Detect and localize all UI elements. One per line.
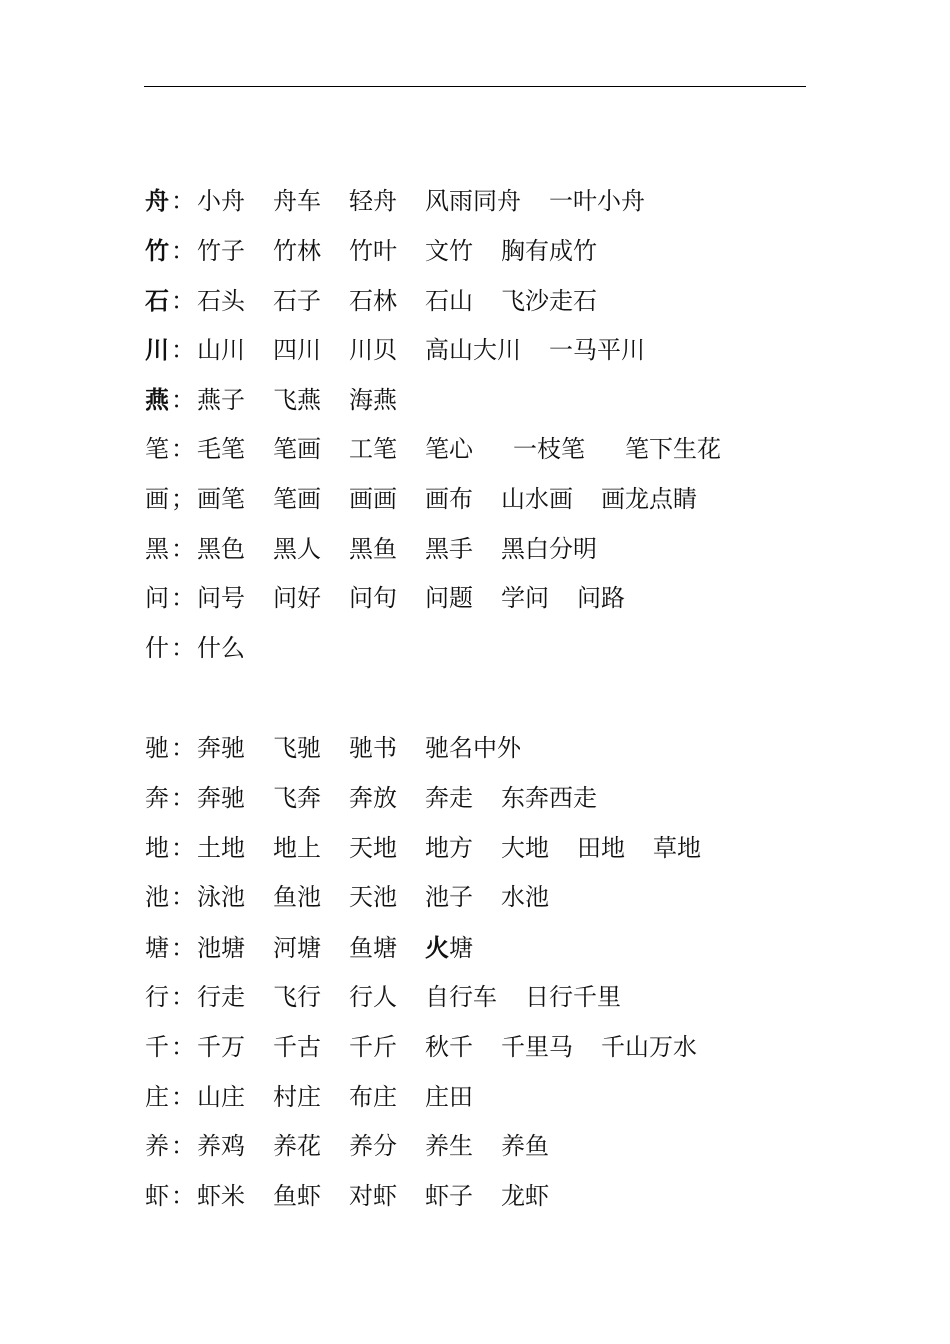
entry-word: 龙虾	[501, 1182, 549, 1211]
entry-character: 庄	[145, 1082, 169, 1111]
entry-word: 竹叶	[349, 236, 397, 265]
entry-word: 石头	[197, 286, 245, 315]
entry-word: 毛笔	[197, 434, 245, 463]
entry-word: 四川	[273, 336, 321, 365]
entry-word: 海燕	[349, 386, 397, 415]
entry-word: 池子	[425, 883, 473, 912]
entry-word: 竹林	[273, 236, 321, 265]
entry-word: 奔驰	[197, 783, 245, 812]
entry-separator: ：	[171, 783, 195, 812]
entry-word: 村庄	[273, 1082, 321, 1111]
entry-word: 川贝	[349, 336, 397, 365]
entry-line	[145, 873, 729, 923]
entry-word: 东奔西走	[501, 783, 597, 812]
entry-word: 高山大川	[425, 336, 521, 365]
entry-separator: ：	[171, 934, 195, 963]
entry-line	[145, 1172, 729, 1222]
entry-word: 黑人	[273, 534, 321, 563]
entry-character: 地	[145, 833, 169, 862]
entry-line	[145, 923, 729, 973]
entry-word: 笔画	[273, 434, 321, 463]
entry-word: 自行车	[425, 982, 497, 1011]
entry-word: 画画	[349, 484, 397, 513]
entry-line	[145, 176, 749, 226]
entry-line	[145, 724, 729, 774]
entry-word: 秋千	[425, 1032, 473, 1061]
entry-word: 地上	[273, 833, 321, 862]
entry-word: 燕子	[197, 386, 245, 415]
entry-word: 千里马	[501, 1032, 573, 1061]
entry-word: 天池	[349, 883, 397, 912]
entry-word: 轻舟	[349, 187, 397, 215]
entry-separator: ；	[171, 484, 195, 513]
entry-word: 小舟	[197, 187, 245, 215]
entry-character: 养	[145, 1132, 169, 1161]
entry-separator: ：	[171, 1082, 195, 1111]
entry-word: 地方	[425, 833, 473, 862]
entry-word: 布庄	[349, 1082, 397, 1111]
entry-line	[145, 1122, 729, 1172]
entry-word: 养鱼	[501, 1132, 549, 1161]
entry-word: 飞奔	[273, 783, 321, 812]
entry-line	[145, 276, 749, 326]
entry-character: 川	[145, 335, 169, 365]
entry-separator: ：	[171, 187, 195, 215]
entry-word: 行人	[349, 982, 397, 1011]
entry-separator: ：	[171, 1182, 195, 1211]
entry-word: 石林	[349, 286, 397, 315]
entry-character: 舟	[145, 186, 169, 215]
word-list-section-1	[145, 176, 749, 674]
entry-word: 火塘	[425, 933, 473, 963]
entry-word: 石山	[425, 286, 473, 315]
entry-word: 鱼池	[273, 883, 321, 912]
entry-word: 庄田	[425, 1082, 473, 1111]
entry-word: 养生	[425, 1132, 473, 1161]
entry-separator: ：	[171, 286, 195, 315]
entry-word: 胸有成竹	[501, 236, 597, 265]
entry-word: 黑手	[425, 534, 473, 563]
entry-word: 飞燕	[273, 386, 321, 415]
entry-word: 飞行	[273, 982, 321, 1011]
entry-word: 大地	[501, 833, 549, 862]
entry-word: 学问	[501, 584, 549, 613]
entry-word: 天地	[349, 833, 397, 862]
entry-character: 石	[145, 285, 169, 315]
entry-word: 日行千里	[525, 982, 621, 1011]
entry-word: 对虾	[349, 1182, 397, 1211]
word-list-section-2	[145, 724, 729, 1222]
entry-word: 画龙点睛	[601, 484, 697, 513]
entry-word: 千山万水	[601, 1032, 697, 1061]
entry-line	[145, 1023, 729, 1073]
entry-separator: ：	[171, 434, 195, 463]
entry-line	[145, 475, 749, 525]
emphasized-character: 火	[425, 933, 449, 963]
entry-word: 石子	[273, 286, 321, 315]
entry-character: 奔	[145, 783, 169, 812]
entry-separator: ：	[171, 982, 195, 1011]
entry-word: 问路	[577, 584, 625, 613]
entry-line	[145, 425, 749, 475]
entry-word: 山庄	[197, 1082, 245, 1111]
entry-word: 千斤	[349, 1032, 397, 1061]
entry-word: 山水画	[501, 484, 573, 513]
entry-word: 工笔	[349, 434, 397, 463]
entry-word: 问号	[197, 584, 245, 613]
entry-word: 画笔	[197, 484, 245, 513]
entry-separator: ：	[171, 634, 195, 663]
entry-word: 驰名中外	[425, 734, 521, 762]
entry-character: 塘	[145, 934, 169, 963]
entry-word: 驰书	[349, 734, 397, 762]
entry-word: 草地	[653, 833, 701, 862]
entry-word: 奔走	[425, 783, 473, 812]
entry-word: 河塘	[273, 934, 321, 963]
entry-separator: ：	[171, 883, 195, 912]
entry-word: 一叶小舟	[549, 187, 645, 215]
entry-word: 文竹	[425, 236, 473, 265]
entry-character: 什	[145, 634, 169, 663]
entry-word: 飞沙走石	[501, 286, 597, 315]
entry-line	[145, 774, 729, 824]
entry-character: 竹	[145, 235, 169, 265]
entry-separator: ：	[171, 1132, 195, 1161]
entry-word: 山川	[197, 336, 245, 365]
entry-word: 笔画	[273, 484, 321, 513]
entry-word: 千万	[197, 1032, 245, 1061]
entry-word: 问好	[273, 584, 321, 613]
entry-character: 笔	[145, 434, 169, 463]
entry-word: 田地	[577, 833, 625, 862]
entry-word: 鱼虾	[273, 1182, 321, 1211]
entry-word: 养分	[349, 1132, 397, 1161]
entry-character: 黑	[145, 534, 169, 563]
entry-line	[145, 973, 729, 1023]
entry-character: 问	[145, 584, 169, 613]
entry-character: 驰	[145, 734, 169, 762]
entry-word: 黑白分明	[501, 534, 597, 563]
entry-word: 行走	[197, 982, 245, 1011]
entry-character: 行	[145, 982, 169, 1011]
entry-word: 问题	[425, 584, 473, 613]
entry-word: 鱼塘	[349, 934, 397, 963]
entry-separator: ：	[171, 584, 195, 613]
entry-word: 奔放	[349, 783, 397, 812]
entry-word: 养鸡	[197, 1132, 245, 1161]
entry-character: 池	[145, 883, 169, 912]
entry-word: 笔下生花	[625, 434, 721, 463]
entry-word: 什么	[197, 634, 245, 663]
entry-line	[145, 325, 749, 375]
entry-word: 舟车	[273, 187, 321, 215]
entry-line	[145, 1073, 729, 1123]
entry-word: 虾子	[425, 1182, 473, 1211]
entry-word: 问句	[349, 584, 397, 613]
entry-character: 虾	[145, 1182, 169, 1211]
entry-word: 飞驰	[273, 734, 321, 762]
entry-word: 虾米	[197, 1182, 245, 1211]
entry-line	[145, 824, 729, 874]
entry-separator: ：	[171, 833, 195, 862]
entry-word: 奔驰	[197, 734, 245, 762]
entry-line	[145, 624, 749, 674]
entry-word: 竹子	[197, 236, 245, 265]
header-rule	[144, 86, 806, 87]
entry-word: 水池	[501, 883, 549, 912]
entry-character: 燕	[145, 385, 169, 415]
entry-line	[145, 375, 749, 425]
entry-word: 黑鱼	[349, 534, 397, 563]
entry-word: 笔心	[425, 434, 473, 463]
entry-line	[145, 525, 749, 575]
entry-separator: ：	[171, 534, 195, 563]
entry-separator: ：	[171, 236, 195, 265]
entry-word: 土地	[197, 833, 245, 862]
entry-word: 一马平川	[549, 336, 645, 365]
entry-word: 一枝笔	[513, 434, 585, 463]
entry-line	[145, 226, 749, 276]
entry-separator: ：	[171, 386, 195, 415]
entry-word: 风雨同舟	[425, 187, 521, 215]
entry-character: 千	[145, 1032, 169, 1061]
entry-separator: ：	[171, 1032, 195, 1061]
entry-line	[145, 574, 749, 624]
entry-word: 池塘	[197, 934, 245, 963]
entry-word: 黑色	[197, 534, 245, 563]
entry-word: 养花	[273, 1132, 321, 1161]
entry-separator: ：	[171, 734, 195, 762]
entry-word: 千古	[273, 1032, 321, 1061]
entry-word: 泳池	[197, 883, 245, 912]
entry-word: 画布	[425, 484, 473, 513]
entry-character: 画	[145, 484, 169, 513]
entry-separator: ：	[171, 336, 195, 365]
